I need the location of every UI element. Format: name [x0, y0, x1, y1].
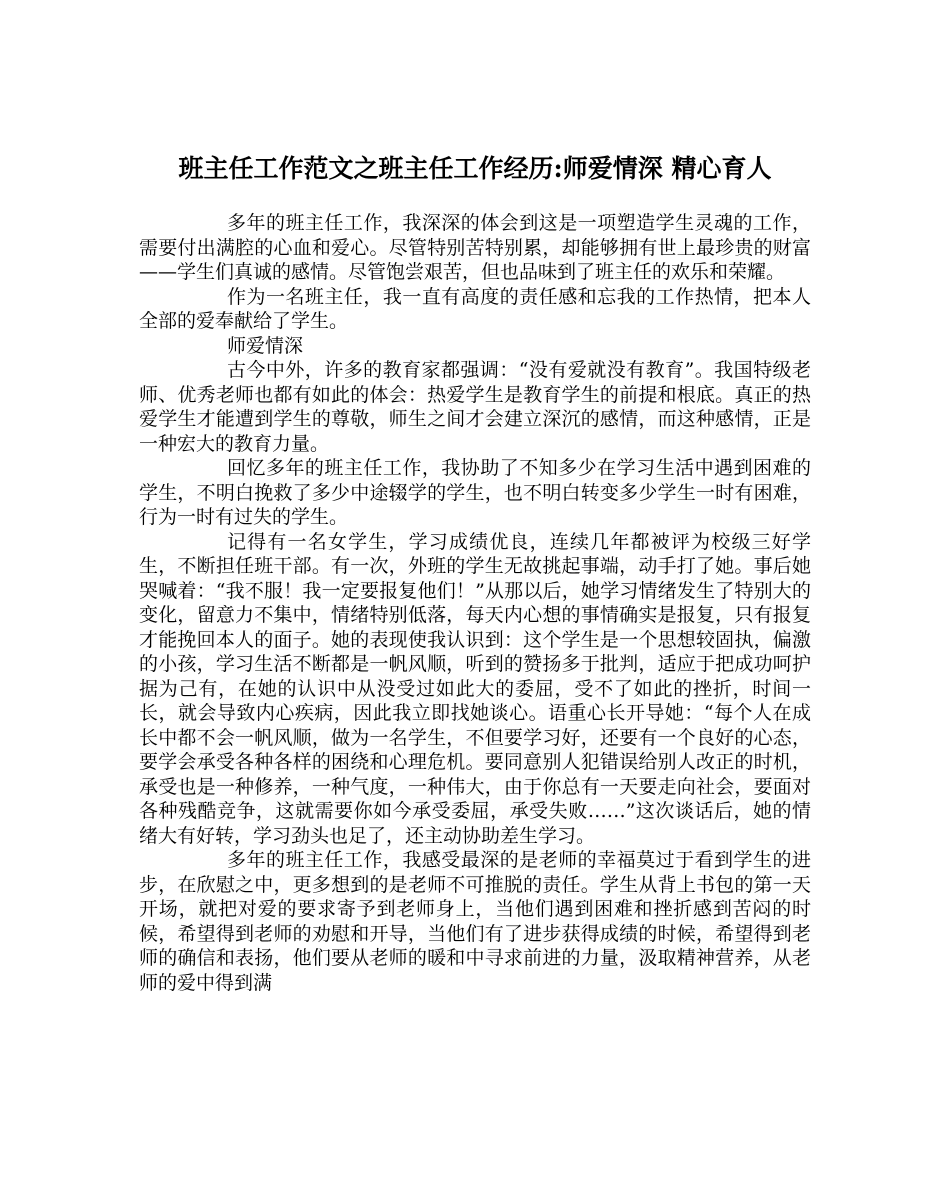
- paragraph: 作为一名班主任，我一直有高度的责任感和忘我的工作热情，把本人全部的爱奉献给了学生。: [139, 285, 811, 332]
- section-heading: 师爱情深: [227, 334, 304, 357]
- paragraph: 记得有一名女学生，学习成绩优良，连续几年都被评为校级三好学生，不断担任班干部。有一次，外班的学生无故挑起事端，动手打了她。事后她哭喊着：“我不服！我一定要报复他们！”从那以后，她学习情绪发生了特别大的变化，留意力不集中，情绪特别低落，每天内心想的事情确实是报复，只有报复才能挽回本人的面子。她的表现使我认识到：这个学生是一个思想较固执，偏激的小孩，学习生活不断都是一帆风顺，听到的赞扬多于批判，适应于把成功呵护据为己有，在她的认识中从没受过如此大的委屈，受不了如此的挫折，时间一长，就会导致内心疾病，因此我立即找她谈心。语重心长开导她：“每个人在成长中都不会一帆风顺，做为一名学生，不但要学习好，还要有一个良好的心态，要学会承受各种各样的困绕和心理危机。要同意别人犯错误给别人改正的时机，承受也是一种修养，一种气度，一种伟大，由于你总有一天要走向社会，要面对各种残酷竞争，这就需要你如今承受委屈，承受失败……”这次谈话后，她的情绪大有好转，学习劲头也足了，还主动协助差生学习。: [139, 530, 811, 847]
- paragraph: 古今中外，许多的教育家都强调：“没有爱就没有教育”。我国特级老师、优秀老师也都有如此的体会：热爱学生是教育学生的前提和根底。真正的热爱学生才能遭到学生的尊敬，师生之间才会建立深沉的感情，而这种感情，正是一种宏大的教育力量。: [139, 359, 811, 455]
- paragraph: 多年的班主任工作，我感受最深的是老师的幸福莫过于看到学生的进步，在欣慰之中，更多想到的是老师不可推脱的责任。学生从背上书包的第一天开场，就把对爱的要求寄予到老师身上，当他们遇到困难和挫折感到苦闷的时候，希望得到老师的劝慰和开导，当他们有了进步获得成绩的时候，希望得到老师的确信和表扬，他们要从老师的暖和中寻求前进的力量，汲取精神营养，从老师的爱中得到满: [139, 849, 811, 994]
- paragraph: 回忆多年的班主任工作，我协助了不知多少在学习生活中遇到困难的学生，不明白挽救了多少中途辍学的学生，也不明白转变多少学生一时有困难，行为一时有过失的学生。: [139, 457, 811, 528]
- document-body: [139, 211, 811, 995]
- paragraph: 多年的班主任工作，我深深的体会到这是一项塑造学生灵魂的工作，需要付出满腔的心血和爱心。尽管特别苦特别累，却能够拥有世上最珍贵的财富——学生们真诚的感情。尽管饱尝艰苦，但也品味到了班主任的欢乐和荣耀。: [139, 212, 811, 283]
- document-title: 班主任工作范文之班主任工作经历:师爱情深 精心育人: [178, 153, 772, 183]
